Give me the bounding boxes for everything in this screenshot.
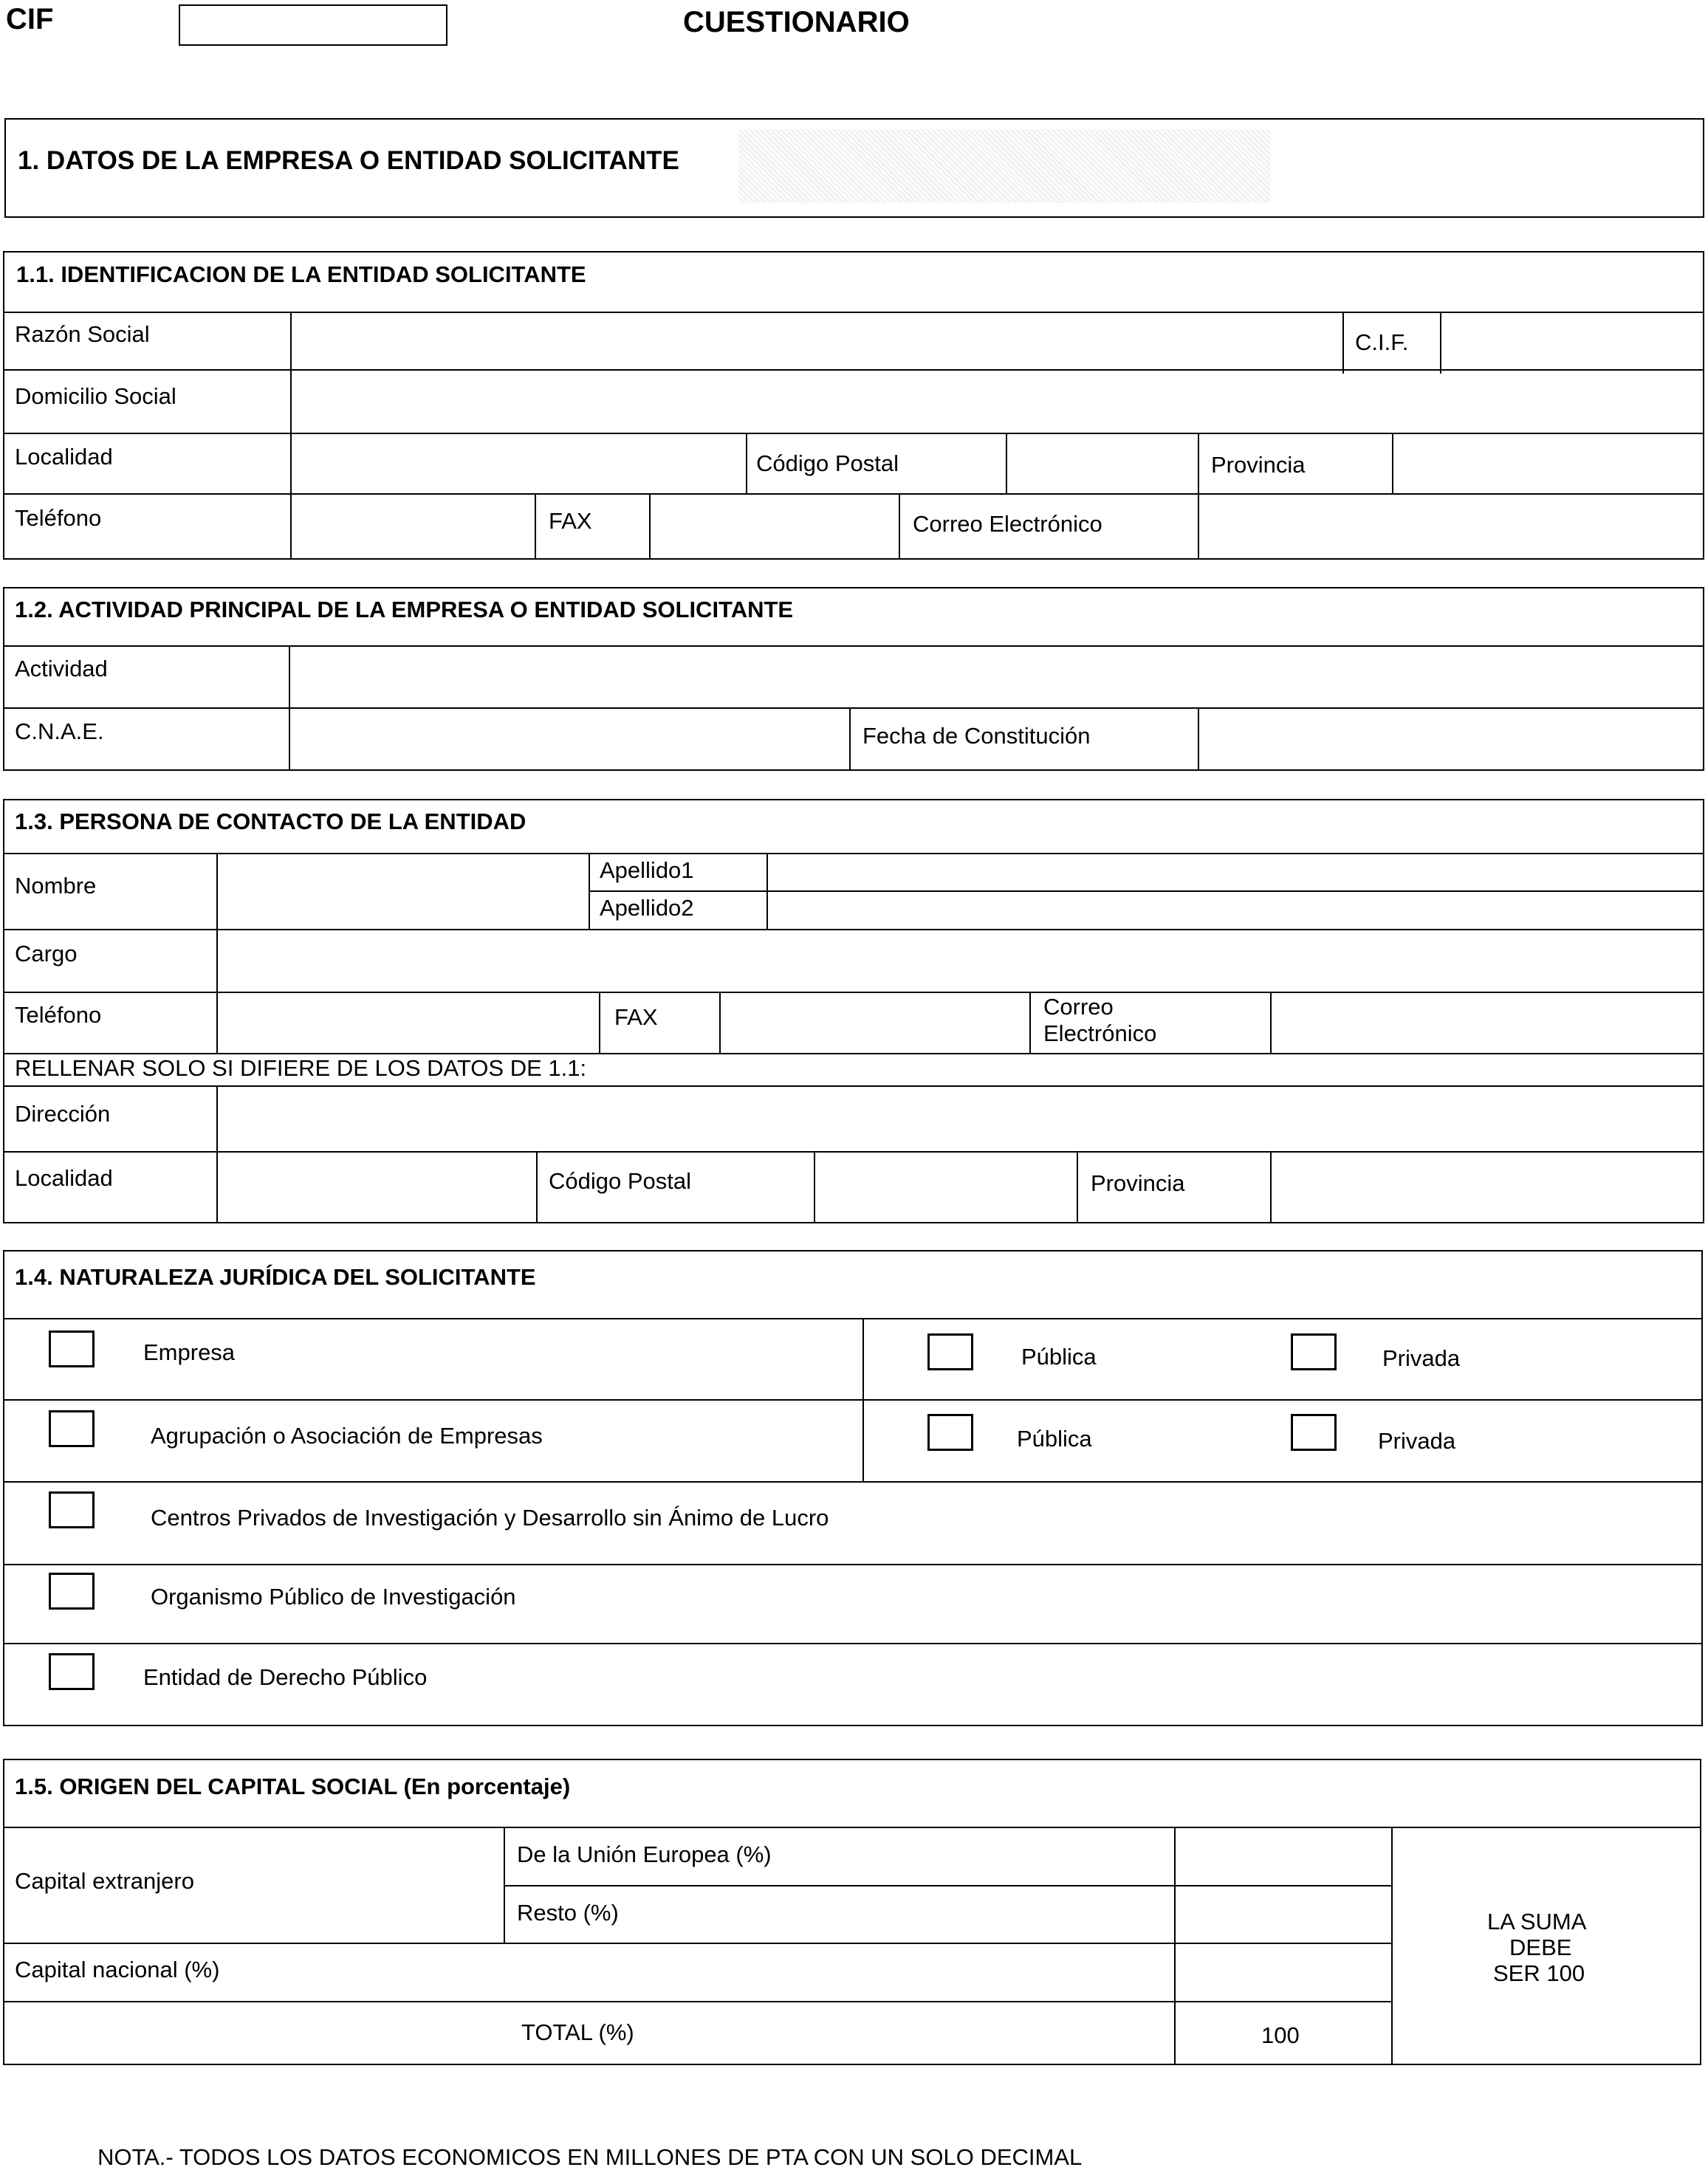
- domicilio-social-field[interactable]: [292, 371, 1704, 433]
- divider: [649, 493, 651, 560]
- section-1-2-title: 1.2. ACTIVIDAD PRINCIPAL DE LA EMPRESA O ENTIDAD SOLICITANTE: [15, 597, 794, 622]
- divider: [216, 992, 218, 1053]
- suma-note-line2: DEBE: [1509, 1934, 1572, 1960]
- divider: [1077, 1151, 1078, 1223]
- section-1-1-title: 1.1. IDENTIFICACION DE LA ENTIDAD SOLICITANTE: [16, 261, 586, 287]
- capital-nacional-field[interactable]: [1176, 1944, 1391, 2001]
- divider: [766, 853, 768, 929]
- divider: [535, 493, 536, 560]
- divider: [746, 433, 747, 493]
- agrupacion-publica-checkbox[interactable]: [927, 1414, 973, 1451]
- divider: [719, 992, 721, 1053]
- divider: [290, 312, 292, 560]
- section-1-5-title: 1.5. ORIGEN DEL CAPITAL SOCIAL (En porcentaje): [15, 1774, 571, 1799]
- fecha-constitucion-label: Fecha de Constitución: [862, 723, 1091, 749]
- divider: [1270, 1151, 1272, 1223]
- divider: [1029, 992, 1031, 1053]
- resto-label: Resto (%): [517, 1900, 619, 1926]
- razon-social-field[interactable]: [292, 313, 1341, 369]
- codigo-postal-contacto-label: Código Postal: [549, 1168, 692, 1194]
- scan-shading: [738, 129, 1270, 203]
- agrupacion-label: Agrupación o Asociación de Empresas: [151, 1423, 543, 1449]
- codigo-postal-contacto-field[interactable]: [816, 1153, 1077, 1223]
- razon-social-label: Razón Social: [15, 321, 150, 347]
- provincia-contacto-field[interactable]: [1272, 1153, 1704, 1223]
- rellenar-note: RELLENAR SOLO SI DIFIERE DE LOS DATOS DE 1.1:: [15, 1055, 587, 1081]
- cnae-label: C.N.A.E.: [15, 718, 104, 744]
- provincia-label: Provincia: [1211, 452, 1306, 478]
- entidad-checkbox[interactable]: [49, 1653, 95, 1690]
- empresa-checkbox[interactable]: [49, 1331, 95, 1367]
- ue-label: De la Unión Europea (%): [517, 1841, 772, 1867]
- domicilio-social-label: Domicilio Social: [15, 383, 176, 409]
- cif-input[interactable]: [179, 4, 447, 46]
- fax-label: FAX: [549, 508, 592, 534]
- localidad-contacto-label: Localidad: [15, 1165, 113, 1191]
- divider: [862, 1318, 864, 1481]
- cargo-label: Cargo: [15, 941, 78, 966]
- provincia-contacto-label: Provincia: [1091, 1170, 1185, 1196]
- section-1-4-table: [3, 1250, 1703, 1726]
- correo-contacto-field[interactable]: [1272, 993, 1704, 1053]
- divider: [1198, 493, 1199, 560]
- apellido1-field[interactable]: [769, 854, 1704, 890]
- empresa-privada-checkbox[interactable]: [1291, 1333, 1337, 1370]
- telefono-contacto-label: Teléfono: [15, 1002, 102, 1028]
- resto-field[interactable]: [1176, 1886, 1391, 1943]
- divider: [3, 1643, 1703, 1644]
- divider: [1270, 992, 1272, 1053]
- fax-contacto-field[interactable]: [721, 993, 1029, 1053]
- page-title: CUESTIONARIO: [683, 6, 910, 38]
- nombre-label: Nombre: [15, 873, 97, 899]
- divider: [1198, 433, 1199, 493]
- section-1-3-title: 1.3. PERSONA DE CONTACTO DE LA ENTIDAD: [15, 808, 527, 834]
- cif-field-label: C.I.F.: [1355, 329, 1409, 355]
- correo-contacto-label-line2: Electrónico: [1043, 1020, 1157, 1046]
- suma-note-line1: LA SUMA: [1487, 1909, 1587, 1934]
- nota-text: NOTA.- TODOS LOS DATOS ECONOMICOS EN MILLONES DE PTA CON UN SOLO DECIMAL: [97, 2144, 1083, 2170]
- fax-field[interactable]: [651, 495, 899, 560]
- empresa-publica-label: Pública: [1021, 1344, 1097, 1370]
- total-value: 100: [1261, 2022, 1300, 2048]
- telefono-label: Teléfono: [15, 505, 102, 531]
- correo-contacto-label-line1: Correo: [1043, 994, 1114, 1020]
- divider: [3, 1827, 1701, 1828]
- section-1-title: 1. DATOS DE LA EMPRESA O ENTIDAD SOLICITANTE: [18, 146, 679, 175]
- ue-field[interactable]: [1176, 1828, 1391, 1885]
- divider: [814, 1151, 815, 1223]
- correo-field[interactable]: [1200, 495, 1704, 560]
- cif-field[interactable]: [1442, 313, 1704, 369]
- organismo-checkbox[interactable]: [49, 1573, 95, 1610]
- cnae-field[interactable]: [291, 709, 849, 771]
- divider: [289, 645, 290, 771]
- divider: [3, 1399, 1703, 1401]
- divider: [216, 1085, 218, 1223]
- section-1-4-title: 1.4. NATURALEZA JURÍDICA DEL SOLICITANTE: [15, 1264, 536, 1290]
- centros-label: Centros Privados de Investigación y Desarrollo sin Ánimo de Lucro: [151, 1505, 829, 1531]
- direccion-field[interactable]: [219, 1087, 1704, 1151]
- agrupacion-checkbox[interactable]: [49, 1410, 95, 1447]
- nombre-field[interactable]: [219, 854, 589, 929]
- provincia-field[interactable]: [1394, 434, 1704, 493]
- agrupacion-publica-label: Pública: [1017, 1426, 1092, 1452]
- total-label: TOTAL (%): [521, 2019, 634, 2045]
- localidad-label: Localidad: [15, 444, 113, 470]
- fax-contacto-label: FAX: [614, 1004, 658, 1030]
- organismo-label: Organismo Público de Investigación: [151, 1584, 516, 1610]
- divider: [1392, 433, 1393, 493]
- cif-label: CIF: [6, 3, 54, 35]
- apellido1-label: Apellido1: [600, 857, 694, 883]
- divider: [1006, 433, 1007, 493]
- divider: [536, 1151, 538, 1223]
- localidad-field[interactable]: [292, 434, 746, 493]
- divider: [849, 707, 851, 771]
- divider: [3, 1564, 1703, 1565]
- cargo-field[interactable]: [219, 930, 1704, 992]
- suma-note-line3: SER 100: [1493, 1960, 1585, 1986]
- divider: [1342, 312, 1344, 374]
- divider: [3, 1481, 1703, 1483]
- capital-nacional-label: Capital nacional (%): [15, 1957, 220, 1982]
- empresa-label: Empresa: [143, 1339, 236, 1365]
- telefono-contacto-field[interactable]: [219, 993, 599, 1053]
- divider: [3, 2001, 1391, 2002]
- fecha-constitucion-field[interactable]: [1200, 709, 1704, 771]
- divider: [504, 1827, 505, 1943]
- divider: [1198, 707, 1199, 771]
- actividad-field[interactable]: [291, 647, 1704, 707]
- agrupacion-privada-label: Privada: [1378, 1428, 1456, 1454]
- correo-label: Correo Electrónico: [913, 511, 1102, 537]
- entidad-label: Entidad de Derecho Público: [143, 1664, 428, 1690]
- capital-extranjero-label: Capital extranjero: [15, 1868, 194, 1894]
- divider: [1391, 1827, 1393, 2065]
- apellido2-field[interactable]: [769, 892, 1704, 929]
- divider: [1174, 1827, 1176, 2065]
- section-1-5-table: [3, 1759, 1701, 2065]
- divider: [216, 853, 218, 992]
- telefono-field[interactable]: [292, 495, 535, 560]
- divider: [599, 992, 600, 1053]
- localidad-contacto-field[interactable]: [219, 1153, 536, 1223]
- empresa-privada-label: Privada: [1382, 1345, 1461, 1371]
- codigo-postal-field[interactable]: [1008, 434, 1198, 493]
- apellido2-label: Apellido2: [600, 895, 694, 921]
- divider: [3, 1318, 1703, 1319]
- actividad-label: Actividad: [15, 656, 108, 681]
- direccion-label: Dirección: [15, 1101, 111, 1127]
- empresa-publica-checkbox[interactable]: [927, 1333, 973, 1370]
- divider: [1440, 312, 1441, 374]
- agrupacion-privada-checkbox[interactable]: [1291, 1414, 1337, 1451]
- divider: [3, 1053, 1704, 1054]
- centros-checkbox[interactable]: [49, 1491, 95, 1528]
- codigo-postal-label: Código Postal: [756, 450, 899, 476]
- divider: [589, 853, 590, 929]
- divider: [899, 493, 900, 560]
